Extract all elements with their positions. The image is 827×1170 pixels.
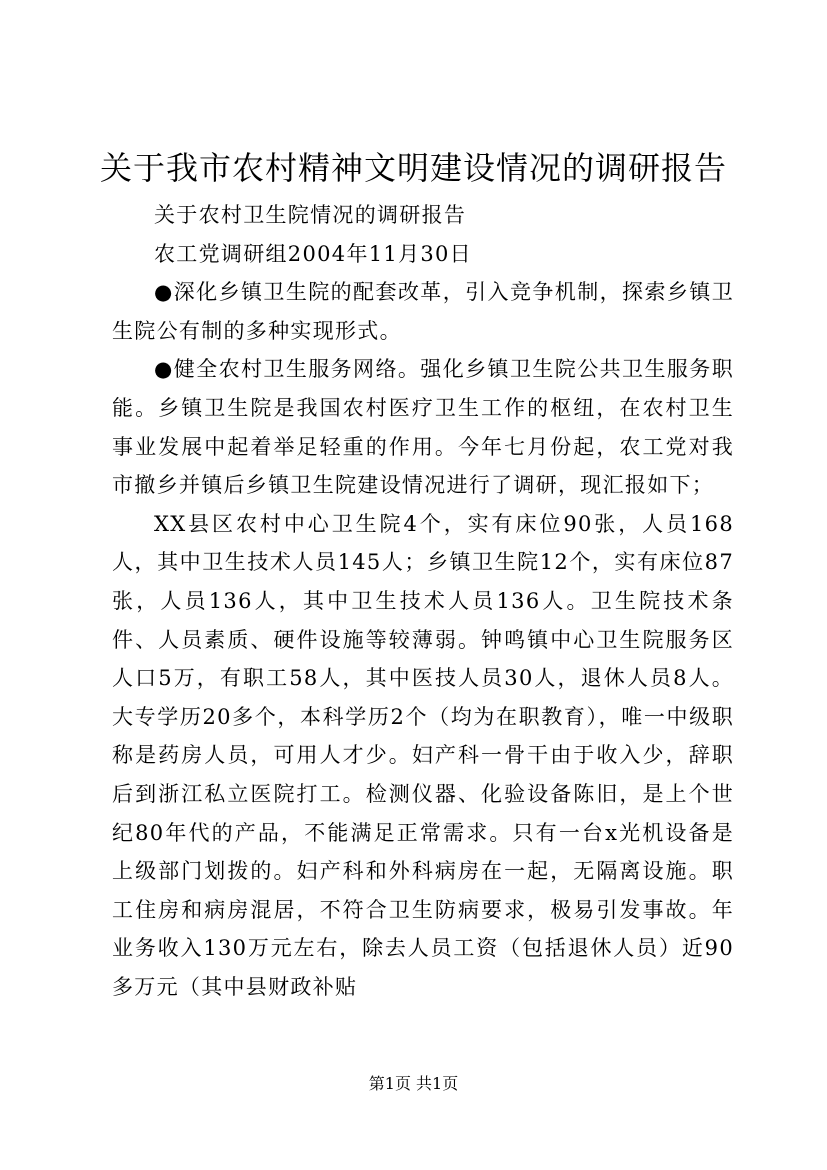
subtitle-paragraph: 关于农村卫生院情况的调研报告 bbox=[154, 203, 467, 227]
body-paragraph: ●健全农村卫生服务网络。强化乡镇卫生院公共卫生服务职能。乡镇卫生院是我国农村医疗卫生工作的枢纽，在农村卫生事业发展中起着举足轻重的作用。今年七月份起，农工党对我市撤乡并镇后乡镇卫生院建设情况进行了调研，现汇报如下； bbox=[112, 357, 734, 498]
body-paragraph: XX县区农村中心卫生院4个，实有床位90张，人员168人，其中卫生技术人员145人；乡镇卫生院12个，实有床位87张，人员136人，其中卫生技术人员136人。卫生院技术条件、人员素质、硬件设施等较薄弱。钟鸣镇中心卫生院服务区人口5万，有职工58人，其中医技人员30人，退休人员8人。大专学历20多个，本科学历2个（均为在职教育），唯一中级职称是药房人员，可用人才少。妇产科一骨干由于收入少，辞职后到浙江私立医院打工。检测仪器、化验设备陈旧，是上个世纪80年代的产品，不能满足正常需求。只有一台x光机设备是上级部门划拨的。妇产科和外科病房在一起，无隔离设施。职工住房和病房混居，不符合卫生防病要求，极易引发事故。年业务收入130万元左右，除去人员工资（包括退休人员）近90多万元（其中县财政补贴 bbox=[112, 511, 734, 999]
document-title: 关于我市农村精神文明建设情况的调研报告 bbox=[99, 149, 727, 187]
body-paragraph: ●深化乡镇卫生院的配套改革，引入竞争机制，探索乡镇卫生院公有制的多种实现形式。 bbox=[112, 280, 734, 343]
author-date-paragraph: 农工党调研组2004年11月30日 bbox=[154, 241, 472, 266]
page-footer: 第1页 共1页 bbox=[368, 1074, 459, 1093]
document-body bbox=[112, 196, 734, 1006]
